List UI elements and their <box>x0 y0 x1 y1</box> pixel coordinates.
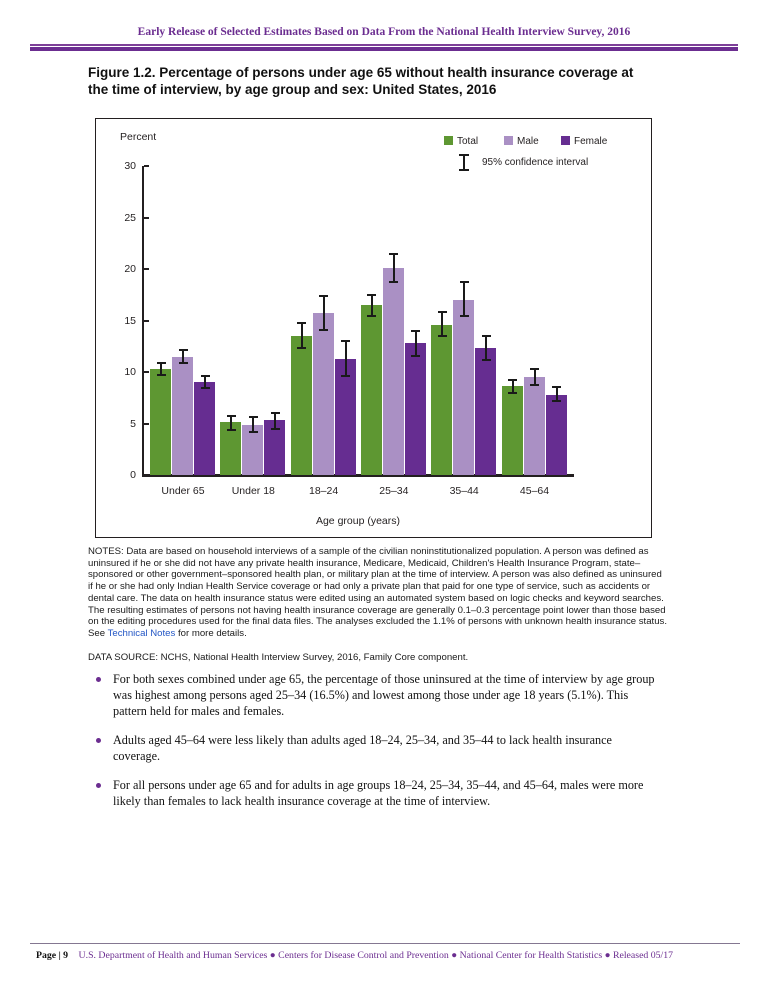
footer <box>36 950 746 961</box>
y-tick-label: 30 <box>124 160 136 172</box>
error-bar-cap-bottom <box>411 355 420 357</box>
header-rule-thick <box>30 47 738 51</box>
error-bar <box>393 254 395 283</box>
figure-title: Figure 1.2. Percentage of persons under age 65 without health insurance coverage at the time of interview, by age group and sex: United States, 2016 <box>88 65 634 97</box>
bar-total-1 <box>150 369 171 475</box>
error-bar <box>556 387 558 400</box>
error-bar <box>534 369 536 385</box>
bullet-text: Adults aged 45–64 were less likely than adults aged 18–24, 25–34, and 35–44 to lack health insurance coverage. <box>113 733 612 763</box>
legend-label: Total <box>457 136 479 147</box>
bar-total-6 <box>502 386 523 475</box>
x-category-label: Under 65 <box>161 485 205 497</box>
error-bar-cap-top <box>201 375 210 377</box>
error-bar-cap-top <box>438 311 447 313</box>
y-axis-tick <box>144 371 149 373</box>
bar-total-5 <box>431 325 452 475</box>
bullet-icon <box>96 783 101 788</box>
notes-text-after: for more details. <box>175 627 247 639</box>
error-bar-cap-top <box>482 335 491 337</box>
error-bar-cap-top <box>508 379 517 381</box>
confidence-interval-icon-cap-bottom <box>459 169 469 171</box>
error-bar-cap-top <box>552 386 561 388</box>
bar-male-5 <box>453 300 474 475</box>
x-category-label: 35–44 <box>449 485 479 497</box>
error-bar-cap-bottom <box>341 375 350 377</box>
legend-item-total <box>444 136 478 148</box>
error-bar-cap-bottom <box>460 315 469 317</box>
footer-agency-line: U.S. Department of Health and Human Services ● Centers for Disease Control and Prevention ● National Center for Health Statistics ● Released 05/17 <box>78 950 674 961</box>
y-axis-tick <box>144 268 149 270</box>
bar-male-3 <box>313 313 334 475</box>
bullet-text: For all persons under age 65 and for adults in age groups 18–24, 25–34, 35–44, and 45–64, males were more likely than females to lack health insurance coverage at the time of interview. <box>113 778 644 808</box>
error-bar-cap-top <box>179 349 188 351</box>
error-bar-cap-top <box>341 340 350 342</box>
bar-total-3 <box>291 336 312 475</box>
error-bar-cap-top <box>157 362 166 364</box>
legend-item-female <box>561 136 607 148</box>
error-bar <box>485 336 487 360</box>
error-bar-cap-top <box>227 415 236 417</box>
bullet-icon <box>96 738 101 743</box>
error-bar-cap-bottom <box>249 431 258 433</box>
footer-rule <box>30 943 740 944</box>
y-axis-title: Percent <box>120 131 157 143</box>
error-bar-cap-bottom <box>297 347 306 349</box>
error-bar-cap-bottom <box>389 281 398 283</box>
y-tick-label: 25 <box>124 211 136 224</box>
error-bar-cap-bottom <box>201 387 210 389</box>
error-bar-cap-top <box>297 322 306 324</box>
notes-paragraph <box>88 546 668 640</box>
y-tick-label: 0 <box>130 469 136 481</box>
error-bar-cap-bottom <box>508 392 517 394</box>
bullet-text: For both sexes combined under age 65, the percentage of those uninsured at the time of interview by age group was highest among persons aged 25–34 (16.5%) and lowest among those under age 18 years (5.1%). This pattern held for males and females. <box>113 672 655 718</box>
footer-page-number: Page | 9 <box>36 950 69 961</box>
error-bar-cap-top <box>389 253 398 255</box>
error-bar <box>274 413 276 428</box>
list-item <box>96 777 668 809</box>
error-bar <box>230 416 232 429</box>
x-axis-title: Age group (years) <box>315 515 401 527</box>
error-bar <box>415 331 417 356</box>
bar-male-1 <box>172 357 193 475</box>
y-axis-tick <box>144 320 149 322</box>
y-tick-label: 10 <box>124 366 136 378</box>
y-axis-tick <box>144 423 149 425</box>
legend-label: Female <box>574 136 608 147</box>
error-bar-cap-bottom <box>530 384 539 386</box>
error-bar-cap-top <box>271 412 280 414</box>
bullet-list <box>96 671 668 822</box>
list-item <box>96 732 668 764</box>
error-bar-cap-top <box>460 281 469 283</box>
notes-text-before: NOTES: Data are based on household interviews of a sample of the civilian noninstitutionalized population. A person was defined as uninsured if he or she did not have any private health insurance, Medicare, Medicaid, Children's Health Insurance Program, state–sponsored or other government–sponsored health plan, or military plan at the time of interview. A person was also defined as uninsured if he or she had only Indian Health Service coverage or had only a private plan that paid for one type of service, such as accidents or dental care. The data on health insurance status were edited using an automated system based on logic checks and keyword searches. The resulting estimates of persons not having health insurance coverage are generally 0.1–0.3 percentage point lower than those based on the editing procedures used for the final data files. The analyses excluded the 1.1% of persons with unknown health insurance status. See <box>88 546 668 639</box>
error-bar-cap-top <box>319 295 328 297</box>
error-bar-cap-bottom <box>482 359 491 361</box>
y-tick-label: 20 <box>124 263 136 275</box>
technical-notes-link[interactable]: Technical Notes <box>107 627 176 639</box>
confidence-interval-legend-label: 95% confidence interval <box>482 157 589 168</box>
list-item <box>96 671 668 719</box>
error-bar-cap-top <box>530 368 539 370</box>
y-axis-tick <box>144 165 149 167</box>
legend-swatch-icon <box>444 136 453 145</box>
bar-total-4 <box>361 305 382 475</box>
bullet-icon <box>96 677 101 682</box>
y-axis-tick <box>144 217 149 219</box>
chart-frame <box>95 118 652 538</box>
bar-male-6 <box>524 377 545 475</box>
bar-female-5 <box>475 348 496 475</box>
x-category-label: Under 18 <box>231 485 275 497</box>
error-bar <box>441 312 443 336</box>
error-bar <box>371 295 373 317</box>
error-bar-cap-bottom <box>227 429 236 431</box>
error-bar <box>252 417 254 431</box>
bar-female-6 <box>546 395 567 475</box>
x-category-label: 45–64 <box>519 485 550 497</box>
header-rule-thin <box>30 44 738 46</box>
confidence-interval-icon-cap-top <box>459 154 469 156</box>
y-tick-label: 5 <box>130 417 136 430</box>
bar-female-1 <box>194 382 215 475</box>
error-bar-cap-bottom <box>179 362 188 364</box>
error-bar-cap-bottom <box>157 374 166 376</box>
x-category-label: 18–24 <box>308 485 339 497</box>
x-category-label: 25–34 <box>379 485 409 497</box>
error-bar <box>345 341 347 376</box>
error-bar-cap-top <box>367 294 376 296</box>
error-bar <box>463 282 465 316</box>
error-bar-cap-bottom <box>271 428 280 430</box>
data-source-line: DATA SOURCE: NCHS, National Health Interview Survey, 2016, Family Core component. <box>88 652 469 663</box>
error-bar-cap-top <box>249 416 258 418</box>
legend-swatch-icon <box>504 136 513 145</box>
bar-male-4 <box>383 268 404 475</box>
error-bar-cap-bottom <box>438 335 447 337</box>
error-bar <box>323 296 325 330</box>
bar-female-4 <box>405 343 426 475</box>
error-bar-cap-bottom <box>552 400 561 402</box>
legend-label: Male <box>517 136 539 147</box>
header-banner: Early Release of Selected Estimates Based on Data From the National Health Interview Survey, 2016 <box>137 26 631 38</box>
error-bar <box>301 323 303 349</box>
error-bar-cap-top <box>411 330 420 332</box>
y-tick-label: 15 <box>124 314 136 327</box>
error-bar-cap-bottom <box>319 329 328 331</box>
error-bar-cap-bottom <box>367 315 376 317</box>
legend-item-male <box>504 136 539 148</box>
legend-swatch-icon <box>561 136 570 145</box>
